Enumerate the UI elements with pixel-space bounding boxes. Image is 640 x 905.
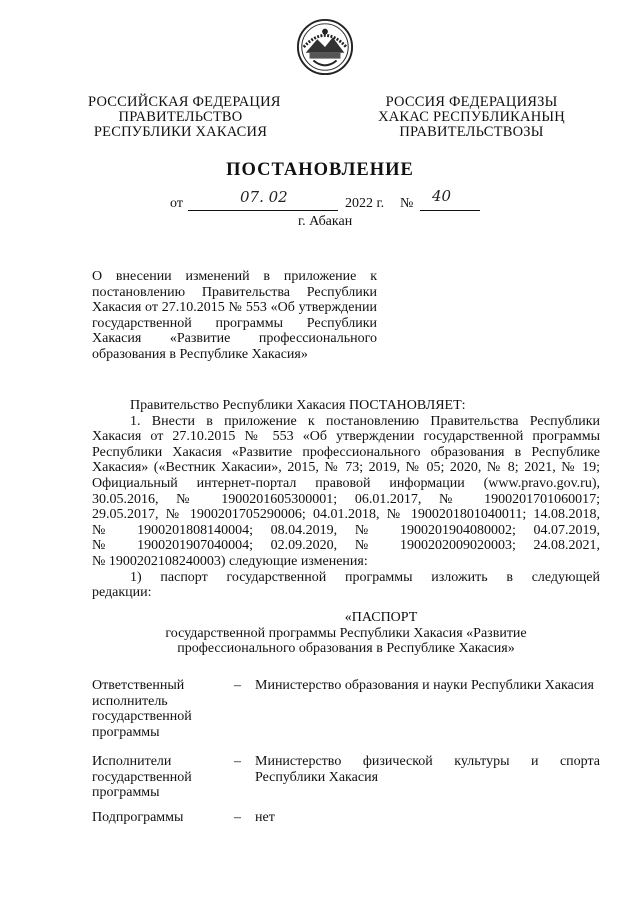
header-left-line: РЕСПУБЛИКИ ХАКАСИЯ xyxy=(93,124,268,140)
header-right-line: ХАКАС РЕСПУБЛИКАНЫҢ xyxy=(378,109,565,125)
document-type-title: ПОСТАНОВЛЕНИЕ xyxy=(226,160,414,180)
header-left-line: РОССИЙСКАЯ ФЕДЕРАЦИЯ xyxy=(88,94,281,110)
body-line: Хакасия» («Вестник Хакасии», 2015, № 73; 2019, № 05; 2020, № 8; 2021, № 19; xyxy=(92,460,600,476)
passport-row-value: Министерство образования и науки Республики Хакасия xyxy=(255,678,594,693)
label-line: Ответственный xyxy=(92,678,185,693)
header-right xyxy=(374,95,569,140)
from-label: от xyxy=(170,196,183,211)
passport-row-label: Подпрограммы xyxy=(92,810,184,825)
header-right-line: РОССИЯ ФЕДЕРАЦИЯЗЫ xyxy=(385,94,558,110)
passport-row-label xyxy=(92,754,222,801)
subject-line: Хакасия от 27.10.2015 № 553 «Об утверждении xyxy=(92,300,377,316)
passport-row-value xyxy=(255,754,600,785)
label-line: государственной xyxy=(92,709,192,725)
body-line: Республики Хакасия «Развитие профессионального образования в Республике xyxy=(92,444,600,460)
body-line: № 1900201808140004; 08.04.2019, № 1900201904080002; 04.07.2019, xyxy=(92,522,600,538)
passport-row-dash: – xyxy=(234,754,241,769)
header-left-line: ПРАВИТЕЛЬСТВО xyxy=(118,109,243,125)
label-line: программы xyxy=(92,724,160,740)
city-label: г. Абакан xyxy=(298,214,353,229)
label-line: Исполнители xyxy=(92,754,172,769)
passport-row-dash: – xyxy=(234,678,241,693)
passport-title-line: профессионального образования в Республике Хакасия» xyxy=(177,641,515,657)
subject-line: Хакасия «Развитие профессионального xyxy=(92,331,377,347)
subject-line: образования в Республике Хакасия» xyxy=(92,346,308,362)
label-line: программы xyxy=(92,785,160,801)
passport-title-line: государственной программы Республики Хакасия «Развитие xyxy=(165,625,527,641)
subject-block xyxy=(92,269,377,363)
date-handwritten: 07. 02 xyxy=(240,188,288,206)
header-right-line: ПРАВИТЕЛЬСТВОЗЫ xyxy=(399,124,544,140)
value-line: Министерство физической культуры и спорта xyxy=(255,754,600,769)
number-handwritten: 40 xyxy=(432,187,452,205)
passport-row-dash: – xyxy=(234,810,241,825)
body-line: 1) паспорт государственной программы изложить в следующей xyxy=(130,569,600,585)
subject-line: О внесении изменений в приложение к xyxy=(92,269,377,284)
body-line: 29.05.2017, № 1900201705290006; 04.01.2018, № 1900201801040011; 14.08.2018, xyxy=(92,507,600,523)
label-line: государственной xyxy=(92,769,192,785)
header-left xyxy=(88,94,281,140)
passport-row-label xyxy=(92,678,222,740)
number-label: № xyxy=(400,196,414,211)
passport-row-value: нет xyxy=(255,810,275,825)
body-line: 30.05.2016, № 1900201605300001; 06.01.2017, № 1900201701060017; xyxy=(92,491,600,507)
body-line: Хакасия от 27.10.2015 № 553 «Об утверждении государственной программы xyxy=(92,429,600,445)
label-line: исполнитель xyxy=(92,693,168,709)
body-line: 1. Внести в приложение к постановлению Правительства Республики xyxy=(130,413,600,429)
body-line: Официальный интернет-портал правовой информации (www.pravo.gov.ru), xyxy=(92,475,600,491)
coat-of-arms-emblem xyxy=(296,18,354,76)
body-line: Правительство Республики Хакасия ПОСТАНОВЛЯЕТ: xyxy=(130,398,466,413)
date-number-line xyxy=(170,187,490,216)
year-label: 2022 г. xyxy=(345,196,385,211)
body-line: редакции: xyxy=(92,585,152,601)
value-line: Республики Хакасия xyxy=(255,769,379,785)
passport-title-line: «ПАСПОРТ xyxy=(344,610,418,625)
subject-line: государственной программы Республики xyxy=(92,315,377,331)
body-text xyxy=(92,398,600,601)
subject-line: постановлению Правительства Республики xyxy=(92,284,377,300)
body-line: № 1900201907040004; 02.09.2020, № 1900202009020003; 24.08.2021, xyxy=(92,538,600,554)
passport-title xyxy=(92,610,600,657)
body-line: № 1900202108240003) следующие изменения: xyxy=(92,553,368,569)
